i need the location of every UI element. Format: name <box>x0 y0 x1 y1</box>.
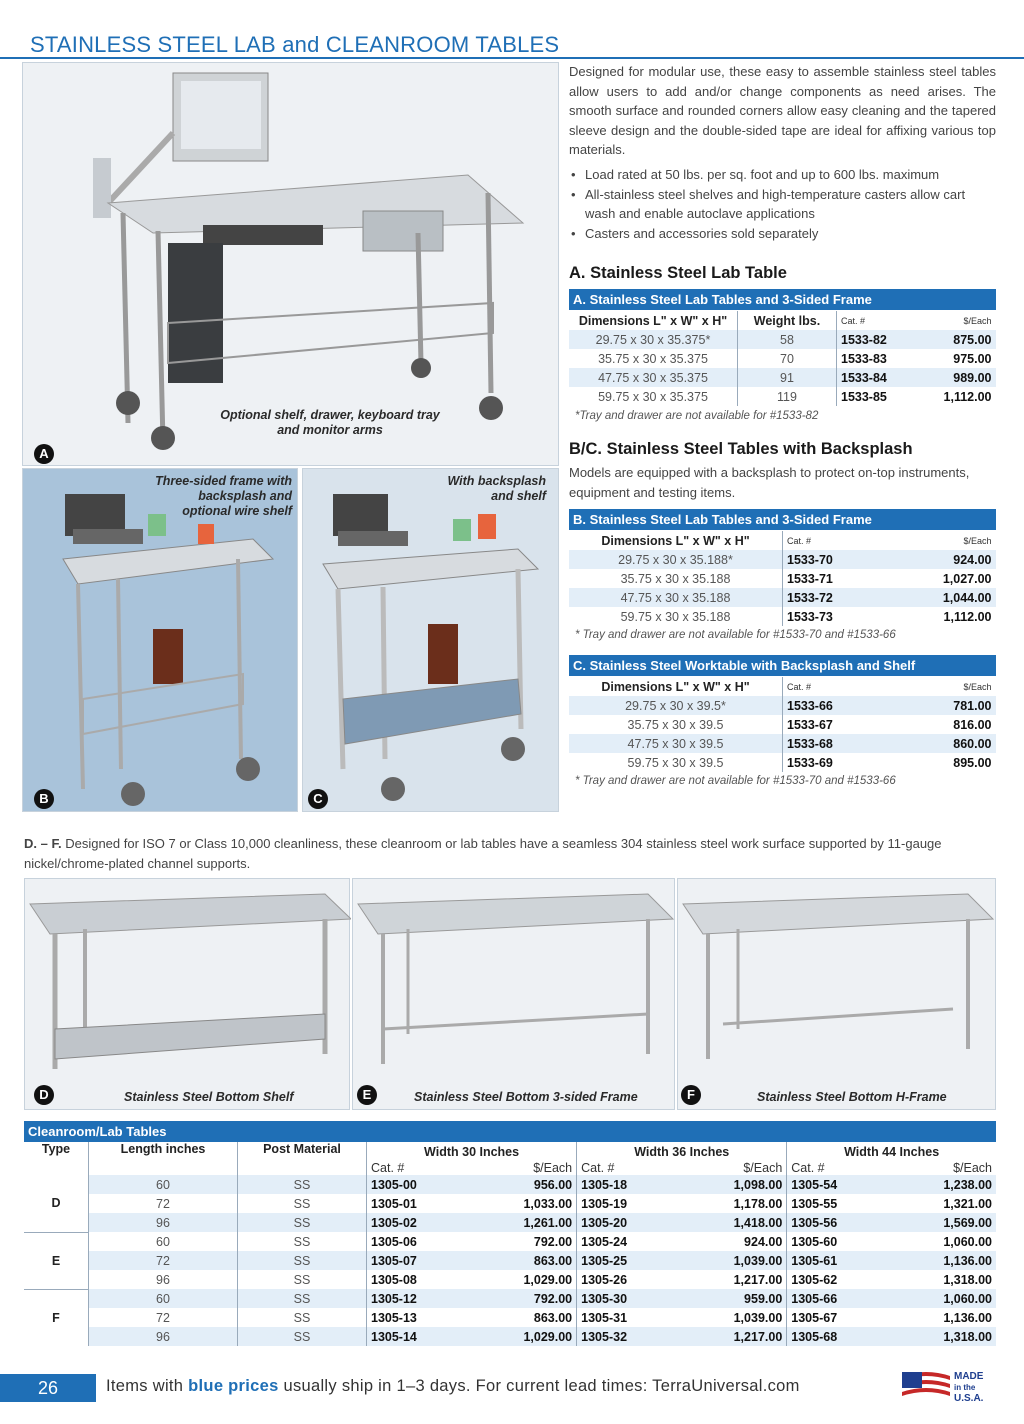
cell-price: 1,217.00 <box>679 1327 787 1346</box>
table-row <box>24 1270 996 1289</box>
cell-price: 1,178.00 <box>679 1194 787 1213</box>
cell-cat: 1533-67 <box>787 717 833 732</box>
cell-weight: 119 <box>738 387 837 406</box>
cell-cat: 1533-70 <box>783 550 887 569</box>
cell-cat: 1305-66 <box>787 1289 889 1308</box>
footer-text <box>106 1377 800 1396</box>
photo-lab-table-a <box>22 62 559 466</box>
cell-price: 924.00 <box>887 550 996 569</box>
table-row <box>569 607 996 626</box>
cell-price: 860.00 <box>898 734 996 753</box>
feature-item: • All-stainless steel shelves and high-temperature casters allow cart wash and enable autoclave applications <box>569 185 996 224</box>
table-row <box>569 715 996 734</box>
cell-cat: 1533-84 <box>837 368 915 387</box>
cell-dim: 29.75 x 30 x 35.188* <box>569 550 783 569</box>
cell-post: SS <box>238 1213 367 1232</box>
cell-price: 1,318.00 <box>943 1272 992 1287</box>
cell-post: SS <box>238 1327 367 1346</box>
table-row <box>569 753 996 772</box>
cell-price: 1,238.00 <box>889 1175 996 1194</box>
cell-price: 1,060.00 <box>889 1289 996 1308</box>
cell-cat: 1305-60 <box>791 1234 838 1249</box>
cell-cat: 1533-83 <box>841 351 887 366</box>
cell-cat: 1305-06 <box>371 1234 417 1249</box>
photo-lab-table-c <box>302 468 559 812</box>
cell-cat: 1305-55 <box>791 1196 838 1211</box>
cell-cat: 1533-72 <box>783 588 887 607</box>
col-length: Length inches <box>89 1142 238 1175</box>
cell-length: 72 <box>89 1308 238 1327</box>
cell-post: SS <box>238 1194 367 1213</box>
cell-cat: 1305-20 <box>577 1213 679 1232</box>
cell-dim: 29.75 x 30 x 35.375* <box>569 330 738 349</box>
table-row <box>569 330 996 349</box>
col-weight: Weight lbs. <box>738 311 837 330</box>
cell-length: 72 <box>89 1194 238 1213</box>
cell-cat: 1305-54 <box>787 1175 889 1194</box>
table-row <box>24 1327 996 1346</box>
lab-table-illustration <box>23 63 560 467</box>
photo-table-f <box>677 878 996 1110</box>
cell-type: E <box>24 1232 89 1289</box>
section-a-note: *Tray and drawer are not available for #1533-82 <box>575 410 819 422</box>
cell-price: 1,027.00 <box>942 571 992 586</box>
sub-each: $/Each <box>469 1161 577 1175</box>
col-width-30: Width 30 Inches <box>367 1142 577 1161</box>
three-sided-frame-table-illustration <box>353 879 676 1111</box>
cell-cat: 1305-61 <box>787 1251 889 1270</box>
cell-price: 781.00 <box>898 696 996 715</box>
caption-c: With backsplash and shelf <box>447 474 546 503</box>
cell-cat: 1533-66 <box>783 696 898 715</box>
title-rule <box>0 57 1024 59</box>
cell-cat: 1305-56 <box>787 1213 889 1232</box>
cell-price: 875.00 <box>915 330 996 349</box>
cell-price: 1,112.00 <box>943 389 992 404</box>
table-row <box>24 1175 996 1194</box>
cell-cat: 1305-68 <box>787 1327 889 1346</box>
cell-price: 792.00 <box>469 1289 577 1308</box>
cell-price: 1,029.00 <box>469 1270 577 1289</box>
cell-price: 1,321.00 <box>943 1196 992 1211</box>
cell-cat: 1305-26 <box>581 1272 628 1287</box>
cell-cat: 1305-07 <box>367 1251 469 1270</box>
col-dimensions: Dimensions L" x W" x H" <box>569 311 738 330</box>
feature-item: • Casters and accessories sold separately <box>569 224 996 244</box>
table-row <box>24 1213 996 1232</box>
cell-weight: 58 <box>738 330 837 349</box>
col-cat: Cat. # <box>787 681 812 692</box>
cell-price: 1,418.00 <box>679 1213 787 1232</box>
table-row <box>24 1251 996 1270</box>
footer-text-after: usually ship in 1–3 days. For current lead times: TerraUniversal.com <box>283 1377 800 1395</box>
table-row <box>569 550 996 569</box>
cell-price: 792.00 <box>469 1232 577 1251</box>
page-number: 26 <box>37 1378 59 1398</box>
feature-item: • Load rated at 50 lbs. per sq. foot and up to 600 lbs. maximum <box>569 165 996 185</box>
feature-list <box>569 165 996 243</box>
section-a-table-title: A. Stainless Steel Lab Tables and 3-Sided Frame <box>569 289 996 310</box>
section-bc-heading: B/C. Stainless Steel Tables with Backsplash <box>569 440 913 458</box>
cell-length: 60 <box>89 1175 238 1194</box>
table-row <box>569 588 996 607</box>
table-row <box>569 349 996 368</box>
cell-dim: 29.75 x 30 x 39.5* <box>569 696 783 715</box>
bottom-shelf-table-illustration <box>25 879 351 1111</box>
made-line-3: U.S.A. <box>954 1393 984 1404</box>
caption-a: Optional shelf, drawer, keyboard tray and monitor arms <box>220 408 440 437</box>
cell-cat: 1305-01 <box>371 1196 417 1211</box>
sub-cat: Cat. # <box>791 1161 825 1175</box>
col-post: Post Material <box>238 1142 367 1175</box>
cell-cat: 1305-31 <box>581 1310 628 1325</box>
section-b-note: * Tray and drawer are not available for #1533-70 and #1533-66 <box>575 629 896 641</box>
cell-cat: 1533-69 <box>787 755 833 770</box>
cell-cat: 1305-30 <box>577 1289 679 1308</box>
cell-length: 60 <box>89 1232 238 1251</box>
cell-price: 1,261.00 <box>469 1213 577 1232</box>
sub-cat: Cat. # <box>371 1161 405 1175</box>
cell-post: SS <box>238 1289 367 1308</box>
cell-cat: 1533-68 <box>783 734 898 753</box>
cell-price: 1,136.00 <box>943 1310 992 1325</box>
section-df-label: D. – F. <box>24 836 62 851</box>
footer-text-before: Items with <box>106 1377 184 1395</box>
col-each: $/Each <box>963 315 992 326</box>
cell-price: 1,136.00 <box>889 1251 996 1270</box>
cell-price: 959.00 <box>679 1289 787 1308</box>
cell-length: 96 <box>89 1270 238 1289</box>
cell-price: 1,033.00 <box>469 1194 577 1213</box>
cell-cat: 1305-62 <box>791 1272 838 1287</box>
caption-f: Stainless Steel Bottom H-Frame <box>757 1090 947 1104</box>
section-b-table <box>569 531 996 626</box>
photo-table-e <box>352 878 675 1110</box>
cell-cat: 1533-85 <box>841 389 887 404</box>
cell-price: 1,060.00 <box>943 1234 992 1249</box>
section-c-table <box>569 677 996 772</box>
table-row <box>569 696 996 715</box>
cell-price: 956.00 <box>469 1175 577 1194</box>
cell-price: 816.00 <box>953 717 992 732</box>
cell-type: F <box>24 1289 89 1346</box>
section-df-text: Designed for ISO 7 or Class 10,000 cleanliness, these cleanroom or lab tables have a seamless 304 stainless steel work surface supported by 11-gauge nickel/chrome-plated channel supports. <box>24 836 942 871</box>
cell-cat: 1305-32 <box>577 1327 679 1346</box>
cell-cat: 1533-73 <box>787 609 833 624</box>
cell-length: 96 <box>89 1327 238 1346</box>
badge-b: B <box>34 789 54 809</box>
caption-e: Stainless Steel Bottom 3-sided Frame <box>414 1090 638 1104</box>
cell-price: 1,318.00 <box>889 1327 996 1346</box>
sub-cat: Cat. # <box>581 1161 615 1175</box>
cell-dim: 47.75 x 30 x 35.188 <box>569 588 783 607</box>
col-each: $/Each <box>963 681 992 692</box>
table-row <box>569 734 996 753</box>
section-bc-desc: Models are equipped with a backsplash to protect on-top instruments, equipment and testing items. <box>569 465 970 500</box>
cell-weight: 70 <box>738 349 837 368</box>
photo-lab-table-b <box>22 468 298 812</box>
cell-cat: 1305-24 <box>581 1234 628 1249</box>
cleanroom-table-title: Cleanroom/Lab Tables <box>24 1121 996 1142</box>
cell-dim: 59.75 x 30 x 39.5 <box>569 753 783 772</box>
cell-type: D <box>24 1175 89 1232</box>
table-row <box>569 368 996 387</box>
col-type: Type <box>24 1142 89 1175</box>
backsplash-table-illustration <box>23 469 299 813</box>
sub-each: $/Each <box>679 1161 787 1175</box>
cell-cat: 1533-82 <box>837 330 915 349</box>
badge-f: F <box>681 1085 701 1105</box>
table-row <box>569 569 996 588</box>
cell-price: 895.00 <box>953 755 992 770</box>
cell-length: 96 <box>89 1213 238 1232</box>
cell-cat: 1305-12 <box>367 1289 469 1308</box>
cell-price: 863.00 <box>469 1308 577 1327</box>
cell-length: 72 <box>89 1251 238 1270</box>
cell-dim: 47.75 x 30 x 39.5 <box>569 734 783 753</box>
cell-price: 1,569.00 <box>889 1213 996 1232</box>
cell-cat: 1305-67 <box>791 1310 838 1325</box>
cleanroom-table <box>24 1142 996 1346</box>
sub-each: $/Each <box>953 1161 992 1175</box>
cell-post: SS <box>238 1232 367 1251</box>
worktable-illustration <box>303 469 560 813</box>
cell-dim: 59.75 x 30 x 35.375 <box>569 387 738 406</box>
caption-d: Stainless Steel Bottom Shelf <box>124 1090 294 1104</box>
cell-weight: 91 <box>738 368 837 387</box>
badge-d: D <box>34 1085 54 1105</box>
cell-cat: 1305-13 <box>371 1310 417 1325</box>
intro-paragraph: Designed for modular use, these easy to assemble stainless steel tables allow users to add and/or change components as need arises. The smooth surface and rounded corners allow easy cleaning and the tapered sleeve design and the double-sided tape are ideal for affixing various top materials. <box>569 64 996 157</box>
cell-price: 1,044.00 <box>887 588 996 607</box>
photo-table-d <box>24 878 350 1110</box>
cell-post: SS <box>238 1251 367 1270</box>
cell-post: SS <box>238 1270 367 1289</box>
table-row <box>569 387 996 406</box>
cell-price: 863.00 <box>469 1251 577 1270</box>
cell-price: 975.00 <box>953 351 992 366</box>
footer-text-bold: blue prices <box>188 1377 279 1395</box>
cell-price: 1,039.00 <box>679 1251 787 1270</box>
section-a-heading: A. Stainless Steel Lab Table <box>569 264 787 282</box>
caption-b: Three-sided frame with backsplash and optional wire shelf <box>155 474 292 518</box>
cell-length: 60 <box>89 1289 238 1308</box>
table-row <box>24 1289 996 1308</box>
section-c-table-title: C. Stainless Steel Worktable with Backsplash and Shelf <box>569 655 996 676</box>
cell-price: 989.00 <box>915 368 996 387</box>
badge-a: A <box>34 444 54 464</box>
cell-post: SS <box>238 1308 367 1327</box>
cell-dim: 59.75 x 30 x 35.188 <box>569 607 783 626</box>
col-dimensions: Dimensions L" x W" x H" <box>569 677 783 696</box>
cell-cat: 1305-25 <box>577 1251 679 1270</box>
section-a-table <box>569 311 996 406</box>
cell-price: 1,217.00 <box>679 1270 787 1289</box>
table-row <box>24 1194 996 1213</box>
col-width-36: Width 36 Inches <box>577 1142 787 1161</box>
cell-cat: 1305-02 <box>367 1213 469 1232</box>
cell-cat: 1305-19 <box>581 1196 628 1211</box>
cell-cat: 1305-14 <box>367 1327 469 1346</box>
cell-cat: 1305-18 <box>577 1175 679 1194</box>
col-cat: Cat. # <box>787 535 812 546</box>
col-cat: Cat. # <box>841 315 866 326</box>
made-line-1: MADE <box>954 1371 984 1382</box>
section-df-desc <box>24 834 996 873</box>
cell-dim: 35.75 x 30 x 35.375 <box>569 349 738 368</box>
table-row <box>24 1232 996 1251</box>
cell-dim: 35.75 x 30 x 35.188 <box>569 569 783 588</box>
col-each: $/Each <box>963 535 992 546</box>
cell-post: SS <box>238 1175 367 1194</box>
us-flag-icon <box>900 1366 952 1408</box>
col-dimensions: Dimensions L" x W" x H" <box>569 531 783 550</box>
cell-price: 924.00 <box>679 1232 787 1251</box>
cell-cat: 1533-71 <box>787 571 833 586</box>
section-c-note: * Tray and drawer are not available for #1533-70 and #1533-66 <box>575 775 896 787</box>
cell-price: 1,098.00 <box>679 1175 787 1194</box>
badge-c: C <box>308 789 328 809</box>
col-width-44: Width 44 Inches <box>844 1144 940 1159</box>
cell-dim: 35.75 x 30 x 39.5 <box>569 715 783 734</box>
cell-price: 1,039.00 <box>679 1308 787 1327</box>
table-row <box>24 1308 996 1327</box>
made-line-2: in the <box>954 1383 976 1392</box>
badge-e: E <box>357 1085 377 1105</box>
cell-dim: 47.75 x 30 x 35.375 <box>569 368 738 387</box>
cell-cat: 1305-00 <box>367 1175 469 1194</box>
made-in-usa-badge <box>954 1371 983 1404</box>
cell-cat: 1305-08 <box>371 1272 417 1287</box>
cell-price: 1,112.00 <box>943 609 992 624</box>
page-title: STAINLESS STEEL LAB and CLEANROOM TABLES <box>30 32 560 57</box>
cell-price: 1,029.00 <box>469 1327 577 1346</box>
h-frame-table-illustration <box>678 879 997 1111</box>
section-b-table-title: B. Stainless Steel Lab Tables and 3-Sided Frame <box>569 509 996 530</box>
